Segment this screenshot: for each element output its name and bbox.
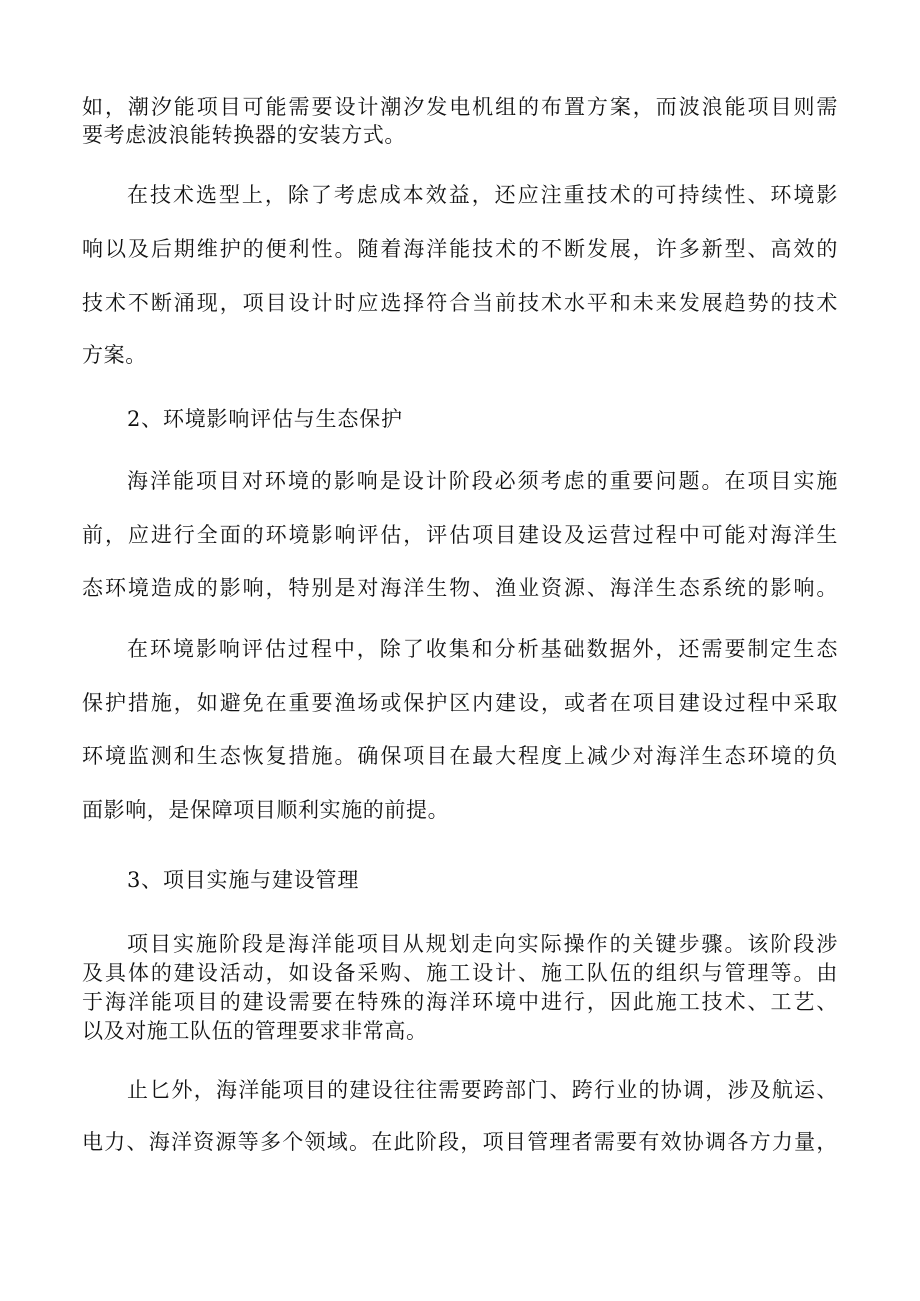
paragraph-3-line-1: 海洋能项目对环境的影响是设计阶段必须考虑的重要问题。在项目实施	[127, 469, 838, 493]
paragraph-4-line-2: 保护措施，如避免在重要渔场或保护区内建设，或者在项目建设过程中采取	[82, 691, 838, 715]
paragraph-6-line-2: 电力、海洋资源等多个领域。在此阶段，项目管理者需要有效协调各方力量，	[82, 1130, 838, 1154]
paragraph-4-line-1: 在环境影响评估过程中，除了收集和分析基础数据外，还需要制定生态	[127, 637, 838, 661]
paragraph-2-line-3: 技术不断涌现，项目设计时应选择符合当前技术水平和未来发展趋势的技术	[82, 291, 838, 315]
section-heading-3: 3、项目实施与建设管理	[127, 868, 360, 892]
paragraph-2-line-2: 响以及后期维护的便利性。随着海洋能技术的不断发展，许多新型、高效的	[82, 237, 838, 261]
paragraph-5-line-2: 及具体的建设活动，如设备采购、施工设计、施工队伍的组织与管理等。由	[82, 961, 838, 985]
paragraph-3-line-2: 前，应进行全面的环境影响评估，评估项目建设及运营过程中可能对海洋生	[82, 523, 838, 547]
paragraph-3-line-3: 态环境造成的影响，特别是对海洋生物、渔业资源、海洋生态系统的影响。	[82, 576, 838, 600]
paragraph-5-line-1: 项目实施阶段是海洋能项目从规划走向实际操作的关键步骤。该阶段涉	[127, 932, 838, 956]
paragraph-4-line-4: 面影响，是保障项目顺利实施的前提。	[82, 798, 450, 822]
paragraph-5-line-4: 以及对施工队伍的管理要求非常高。	[82, 1019, 428, 1043]
paragraph-5-line-3: 于海洋能项目的建设需要在特殊的海洋环境中进行，因此施工技术、工艺、	[82, 990, 838, 1014]
paragraph-1-line-1: 如，潮汐能项目可能需要设计潮汐发电机组的布置方案，而波浪能项目则需	[82, 95, 838, 119]
paragraph-2-line-1: 在技术选型上，除了考虑成本效益，还应注重技术的可持续性、环境影	[127, 183, 838, 207]
paragraph-1-line-2: 要考虑波浪能转换器的安装方式。	[82, 123, 406, 147]
paragraph-6-line-1: 止匕外，海洋能项目的建设往往需要跨部门、跨行业的协调，涉及航运、	[127, 1078, 838, 1102]
paragraph-4-line-3: 环境监测和生态恢复措施。确保项目在最大程度上减少对海洋生态环境的负	[82, 744, 838, 768]
section-heading-2: 2、环境影响评估与生态保护	[127, 407, 403, 431]
paragraph-2-line-4: 方案。	[82, 343, 147, 367]
